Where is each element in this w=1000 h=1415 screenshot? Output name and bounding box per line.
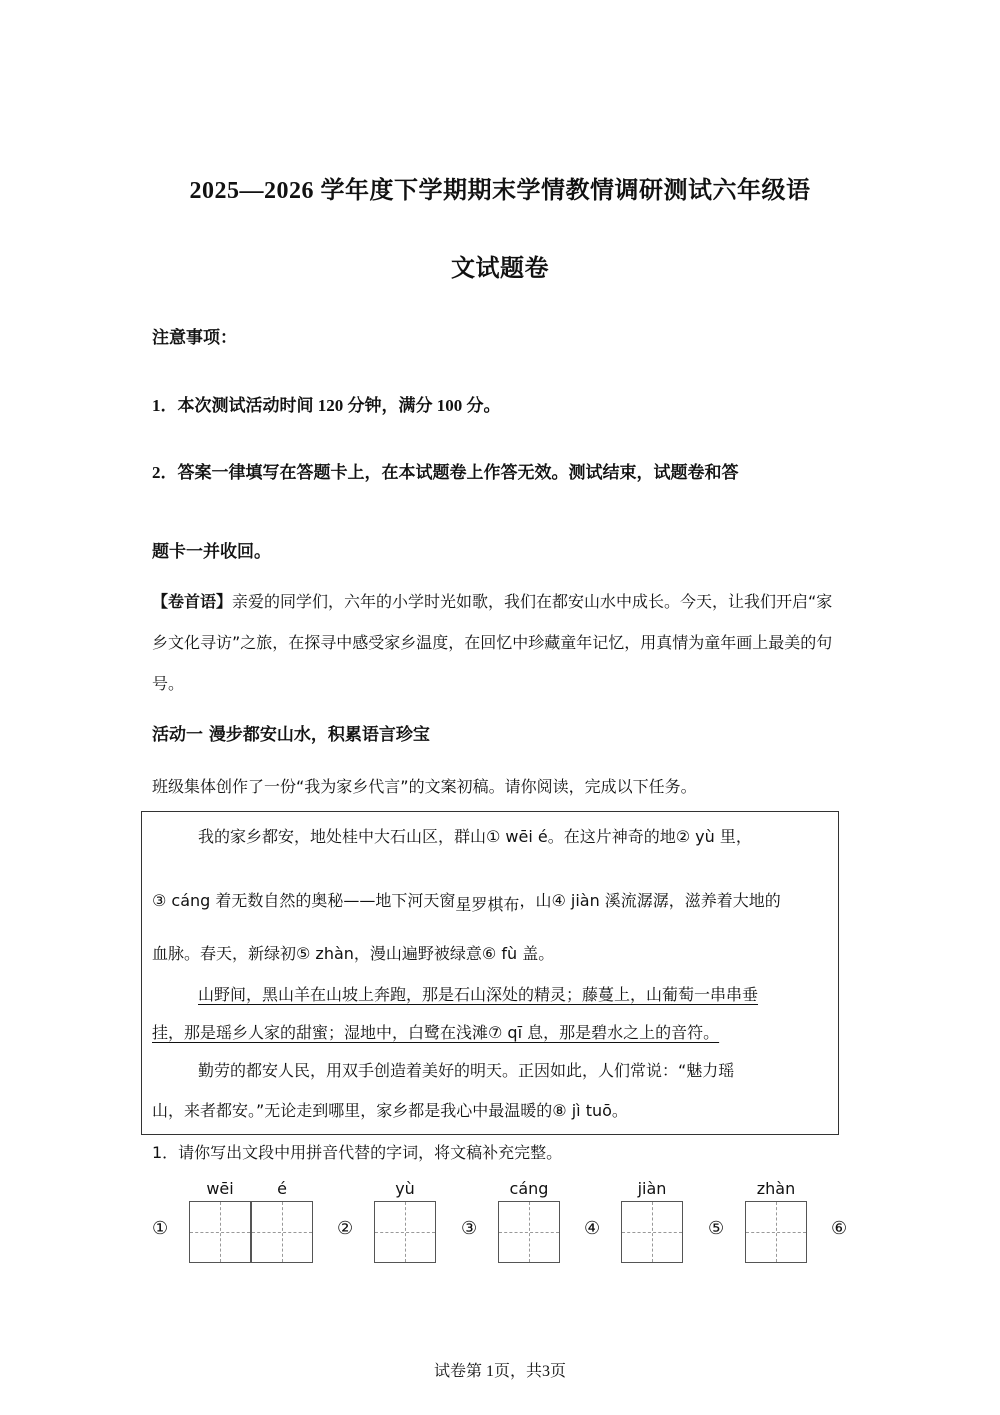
pinyin-label: jiàn (637, 1179, 667, 1198)
answer-number: ⑥ (831, 1218, 848, 1239)
exam-title-line2: 文试题卷 (451, 256, 549, 282)
notice-heading: 注意事项： (152, 328, 237, 348)
pinyin-label: wēi (206, 1179, 234, 1198)
pinyin-label: yù (395, 1179, 415, 1198)
passage-line (152, 888, 781, 914)
activity1-intro: 班级集体创作了一份“我为家乡代言”的文案初稿。请你阅读，完成以下任务。 (152, 777, 697, 796)
answer-number: ④ (584, 1218, 601, 1239)
answer-number: ⑤ (708, 1218, 725, 1239)
passage-idiom: 星罗棋布 (455, 895, 520, 914)
answer-grid-row (0, 1175, 1000, 1275)
passage-fragment: ，山④ jiàn 溪流潺潺，滋养着大地的 (519, 891, 781, 910)
answer-cell[interactable] (498, 1201, 560, 1263)
passage-fragment: ③ cáng 着无数自然的奥秘——地下河天窗 (152, 891, 456, 910)
preface (152, 581, 842, 704)
notice-item-2: 2．答案一律填写在答题卡上，在本试题卷上作答无效。测试结束，试题卷和答 (152, 463, 739, 482)
answer-cell[interactable] (189, 1201, 251, 1263)
answer-cell[interactable] (251, 1201, 313, 1263)
pinyin-label: cáng (509, 1179, 549, 1198)
passage-line: 山，来者都安。”无论走到哪里，家乡都是我心中最温暖的⑧ jì tuō。 (152, 1101, 628, 1120)
page-footer: 试卷第 1页，共3页 (433, 1363, 566, 1380)
pinyin-label: zhàn (756, 1179, 796, 1198)
answer-number: ③ (461, 1218, 478, 1239)
exam-title-line1: 2025—2026 学年度下学期期末学情教情调研测试六年级语 (189, 178, 811, 204)
answer-cell[interactable] (374, 1201, 436, 1263)
preface-label: 【卷首语】 (152, 592, 233, 611)
passage-underlined-line: 山野间，黑山羊在山坡上奔跑，那是石山深处的精灵；藤蔓上，山葡萄一串串垂 (198, 985, 759, 1004)
passage-line: 血脉。春天，新绿初⑤ zhàn，漫山遍野被绿意⑥ fù 盖。 (152, 944, 555, 963)
answer-cell[interactable] (621, 1201, 683, 1263)
passage-line: 勤劳的都安人民，用双手创造着美好的明天。正因如此，人们常说：“魅力瑶 (198, 1061, 735, 1080)
question-1: 1．请你写出文段中用拼音代替的字词，将文稿补充完整。 (152, 1143, 563, 1162)
pinyin-label: é (277, 1179, 287, 1198)
passage-box (141, 811, 839, 1135)
notice-item-1: 1．本次测试活动时间 120 分钟，满分 100 分。 (152, 396, 501, 415)
passage-underlined-line: 挂，那是瑶乡人家的甜蜜；湿地中，白鹭在浅滩⑦ qī 息，那是碧水之上的音符。 (152, 1023, 720, 1042)
passage-line: 我的家乡都安，地处桂中大石山区，群山① wēi é。在这片神奇的地② yù 里， (198, 827, 752, 846)
activity1-heading: 活动一 漫步都安山水，积累语言珍宝 (152, 725, 430, 745)
preface-text: 亲爱的同学们，六年的小学时光如歌，我们在都安山水中成长。今天，让我们开启“家乡文化寻访”之旅，在探寻中感受家乡温度，在回忆中珍藏童年记忆，用真情为童年画上最美的句号。 (152, 592, 833, 693)
answer-number: ① (152, 1218, 169, 1239)
answer-cell[interactable] (745, 1201, 807, 1263)
notice-item-2-cont: 题卡一并收回。 (152, 542, 271, 562)
answer-number: ② (337, 1218, 354, 1239)
